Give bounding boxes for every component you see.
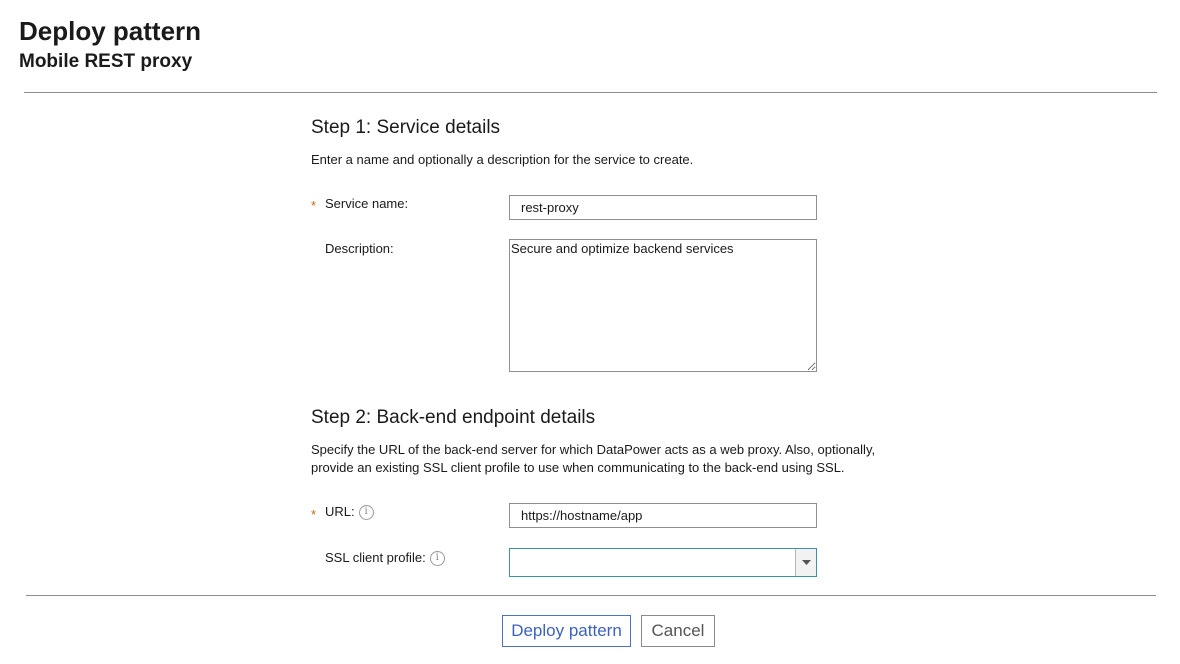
service-name-label-text: Service name: [325, 196, 409, 211]
service-name-input[interactable] [509, 195, 817, 220]
deploy-pattern-button[interactable]: Deploy pattern [502, 615, 631, 647]
chevron-down-icon[interactable] [795, 549, 816, 576]
service-name-required-marker: * [311, 198, 317, 213]
url-required-marker: * [311, 507, 317, 522]
step2-heading: Step 2: Back-end endpoint details [311, 407, 596, 428]
url-input[interactable] [509, 503, 817, 528]
step1-description: Enter a name and optionally a description for the service to create. [311, 152, 694, 167]
ssl-client-profile-select[interactable] [509, 548, 817, 577]
step2-description-line2: provide an existing SSL client profile to use when communicating to the back-end using SSL. [311, 460, 845, 475]
url-label-text: URL: [325, 504, 355, 519]
description-label-text: Description: [325, 241, 394, 256]
page-subtitle: Mobile REST proxy [19, 51, 193, 72]
cancel-button[interactable]: Cancel [641, 615, 715, 647]
service-name-label [325, 195, 408, 213]
ssl-client-profile-info-icon[interactable]: i [430, 551, 445, 566]
ssl-client-profile-label [325, 549, 445, 567]
header-divider [24, 92, 1157, 93]
ssl-client-profile-label-text: SSL client profile: [325, 550, 426, 565]
description-textarea[interactable] [509, 239, 817, 372]
page-title: Deploy pattern [19, 16, 202, 46]
step1-heading: Step 1: Service details [311, 117, 501, 138]
url-label [325, 503, 374, 521]
step2-description-line1: Specify the URL of the back-end server for which DataPower acts as a web proxy. Also, optionally, [311, 442, 876, 457]
url-info-icon[interactable]: i [359, 505, 374, 520]
ssl-client-profile-selected-value [510, 549, 795, 576]
description-label [325, 240, 394, 258]
footer-divider [26, 595, 1156, 596]
